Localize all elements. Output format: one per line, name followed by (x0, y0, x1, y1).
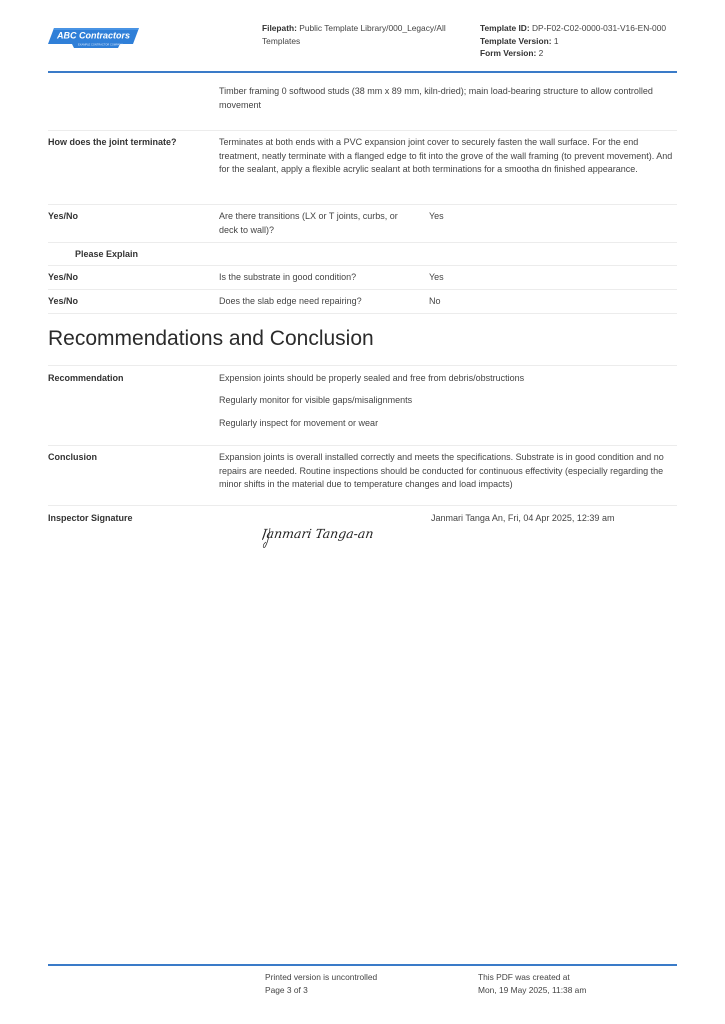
terminate-value: Terminates at both ends with a PVC expansion joint cover to securely fasten the wall surface. For the end treatment, neatly terminate with a flanged edge to fit into the grove of the wall framing (to prevent movement). And for the sealant, apply a flexible acrylic sealant at both terminations for a smootha dn finished appearance. (219, 137, 673, 174)
form-version-value: 2 (538, 48, 544, 58)
form-version-label: Form Version: (480, 48, 537, 58)
substrate-type-label: Yes/No (48, 272, 79, 282)
recommendation-label: Recommendation (48, 373, 124, 383)
form-version (480, 47, 690, 60)
created-label: This PDF was created at (478, 972, 570, 982)
substrate-answer: Yes (429, 272, 444, 282)
please-explain-label: Please Explain (75, 249, 139, 259)
section-title: Recommendations and Conclusion (48, 327, 374, 350)
filepath-value: Public Template Library/000_Legacy/All Templates (262, 23, 446, 46)
svg-text:EXAMPLE CONTRACTOR COMPANY: EXAMPLE CONTRACTOR COMPANY (78, 43, 123, 47)
template-version-value: 1 (553, 35, 559, 46)
svg-text:Janmari Tanga-an: Janmari Tanga-an (262, 526, 375, 541)
company-logo (48, 27, 140, 49)
recommendation-item: Regularly monitor for visible gaps/misalignments (219, 395, 413, 405)
substrate-question: Is the substrate in good condition? (219, 272, 357, 282)
transitions-question: Are there transitions (LX or T joints, curbs, or deck to wall)? (219, 211, 398, 235)
created-value: Mon, 19 May 2025, 11:38 am (478, 985, 587, 995)
svg-text:ABC Contractors: ABC Contractors (57, 30, 131, 41)
signature-meta: Janmari Tanga An, Fri, 04 Apr 2025, 12:39 am (431, 513, 615, 523)
template-version-label: Template Version: (480, 35, 552, 46)
recommendation-item: Regularly inspect for movement or wear (219, 418, 379, 428)
table-row-timber (48, 80, 677, 131)
table-row-transitions (48, 205, 677, 243)
page-number: Page 3 of 3 (265, 985, 308, 995)
signature-image (262, 518, 392, 550)
recommendation-item: Expension joints should be properly sealed and free from debris/obstructions (219, 373, 525, 383)
template-id-label: Template ID: (480, 23, 530, 33)
slab-edge-answer: No (429, 296, 441, 306)
header-divider (48, 71, 677, 73)
template-id-value: DP-F02-C02-0000-031-V16-EN-000 (531, 23, 667, 33)
table-row-recommendation (48, 366, 677, 446)
footer-divider (48, 964, 677, 966)
footer-created-info (478, 971, 586, 997)
signature-label: Inspector Signature (48, 513, 133, 523)
table-row-terminate (48, 131, 677, 205)
template-id (480, 22, 690, 35)
slab-edge-type-label: Yes/No (48, 296, 79, 306)
table-row-slab-edge (48, 290, 677, 314)
transitions-answer: Yes (429, 211, 444, 221)
transitions-type-label: Yes/No (48, 211, 79, 221)
footer-print-info (265, 971, 377, 997)
table-row-conclusion (48, 446, 677, 506)
conclusion-label: Conclusion (48, 452, 97, 462)
table-row-please-explain (48, 243, 677, 266)
table-row-substrate (48, 266, 677, 290)
slab-edge-question: Does the slab edge need repairing? (219, 296, 362, 306)
uncontrolled-note: Printed version is uncontrolled (265, 972, 378, 982)
timber-value: Timber framing 0 softwood studs (38 mm x 89 mm, kiln-dried); main load-bearing structure to allow controlled movement (219, 86, 653, 110)
template-version (480, 35, 690, 48)
template-info-block (480, 22, 690, 60)
terminate-label: How does the joint terminate? (48, 137, 177, 147)
filepath-block (262, 22, 462, 47)
filepath-label: Filepath: (262, 23, 297, 33)
conclusion-value: Expansion joints is overall installed correctly and meets the specifications. Substrate is in good condition and no repairs are needed. Routine inspections should be conducted for continuous effectivity (especially regarding the minor shifts in the material due to temperature changes and load impacts) (219, 452, 664, 489)
